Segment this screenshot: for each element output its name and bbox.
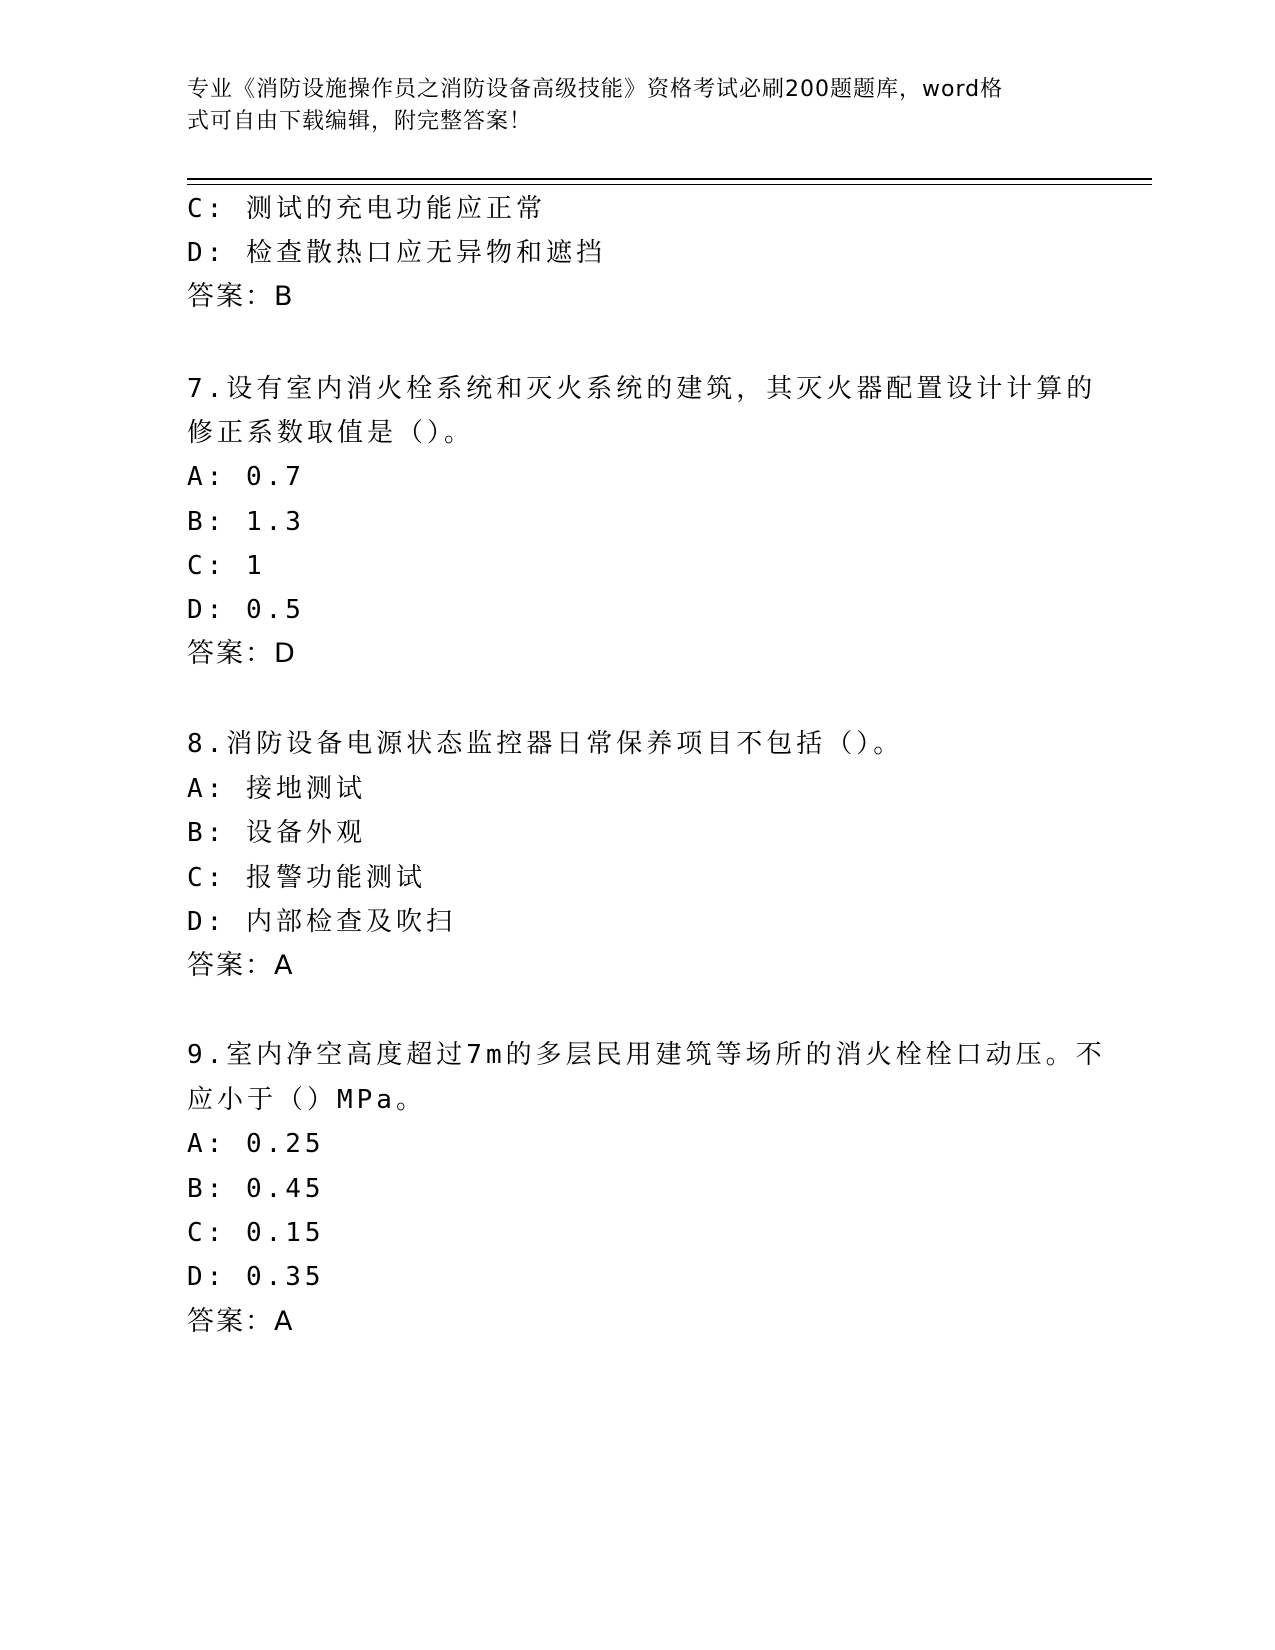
q7-option-d: D: 0.5 [187,595,305,625]
q9-option-a: A: 0.25 [187,1129,325,1159]
q9-stem-line-1: 9.室内净空高度超过7m的多层民用建筑等场所的消火栓栓口动压。不 [187,1040,1106,1070]
q9-option-c: C: 0.15 [187,1218,325,1248]
header-line-1: 专业《消防设施操作员之消防设备高级技能》资格考试必刷200题题库，word格 [187,77,1004,102]
header-line-2: 式可自由下载编辑，附完整答案！ [187,109,533,134]
prev-option-c: C: 测试的充电功能应正常 [187,194,546,224]
q9-option-d: D: 0.35 [187,1262,325,1292]
q7-option-a: A: 0.7 [187,462,305,492]
document-header [187,74,1067,138]
q9-answer: 答案：A [187,1306,295,1337]
prev-option-d: D: 检查散热口应无异物和遮挡 [187,238,606,268]
q7-option-c: C: 1 [187,551,266,581]
q9-stem-line-2: 应小于（）MPa。 [187,1085,426,1115]
q7-stem-line-2: 修正系数取值是（）。 [187,418,475,448]
prev-answer: 答案：B [187,281,295,312]
header-divider-thin [187,184,1152,185]
q8-answer: 答案：A [187,950,295,981]
q8-option-b: B: 设备外观 [187,818,366,848]
q8-option-a: A: 接地测试 [187,774,366,804]
q8-option-d: D: 内部检查及吹扫 [187,907,456,937]
q9-option-b: B: 0.45 [187,1174,325,1204]
q7-stem-line-1: 7.设有室内消火栓系统和灭火系统的建筑，其灭火器配置设计计算的 [187,374,1097,404]
q7-answer: 答案：D [187,638,297,669]
q7-option-b: B: 1.3 [187,507,305,537]
header-divider-thick [187,178,1152,180]
q8-option-c: C: 报警功能测试 [187,863,426,893]
q8-stem-line-1: 8.消防设备电源状态监控器日常保养项目不包括（）。 [187,729,904,759]
